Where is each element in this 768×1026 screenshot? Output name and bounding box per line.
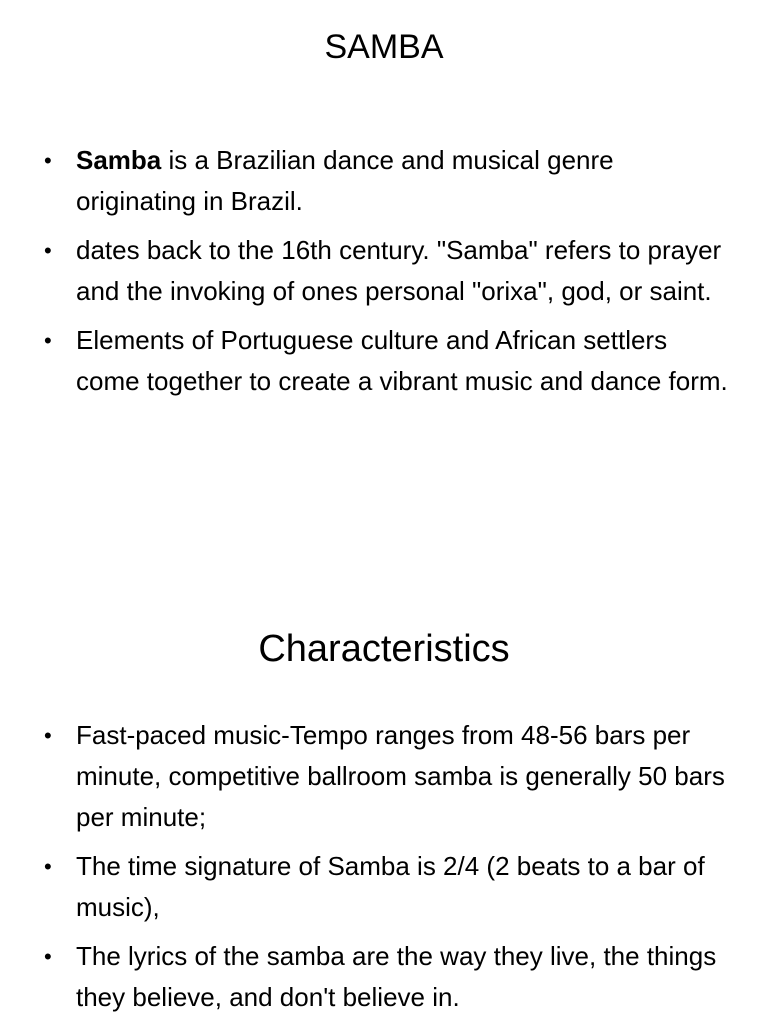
- bullet-text: Elements of Portuguese culture and African settlers come together to create a vibrant music and dance form.: [76, 325, 728, 396]
- bullet-text: The lyrics of the samba are the way they live, the things they believe, and don't believe in.: [76, 941, 717, 1012]
- slide-samba: [0, 0, 768, 512]
- bullet-list: [0, 140, 768, 410]
- bullet-bold-text: Samba: [76, 145, 162, 175]
- bullet-icon: •: [44, 328, 52, 353]
- bullet-item: [0, 320, 768, 402]
- slide-title: SAMBA: [324, 28, 444, 66]
- bullet-item: [0, 846, 768, 928]
- bullet-text: The time signature of Samba is 2/4 (2 beats to a bar of music),: [76, 851, 705, 922]
- bullet-item: [0, 230, 768, 312]
- bullet-item: [0, 936, 768, 1018]
- bullet-item: [0, 140, 768, 222]
- bullet-text: dates back to the 16th century. "Samba" refers to prayer and the invoking of ones personal "orixa", god, or saint.: [76, 235, 722, 306]
- bullet-icon: •: [44, 854, 52, 879]
- slide-title: Characteristics: [258, 628, 510, 670]
- bullet-icon: •: [44, 944, 52, 969]
- bullet-text: Fast-paced music-Tempo ranges from 48-56 bars per minute, competitive ballroom samba is generally 50 bars per minute;: [76, 720, 725, 832]
- slide-characteristics: [0, 512, 768, 1024]
- bullet-icon: •: [44, 238, 52, 263]
- bullet-icon: •: [44, 723, 52, 748]
- bullet-icon: •: [44, 148, 52, 173]
- bullet-text: is a Brazilian dance and musical genre originating in Brazil.: [76, 145, 614, 216]
- bullet-list: [0, 715, 768, 1026]
- bullet-item: [0, 715, 768, 838]
